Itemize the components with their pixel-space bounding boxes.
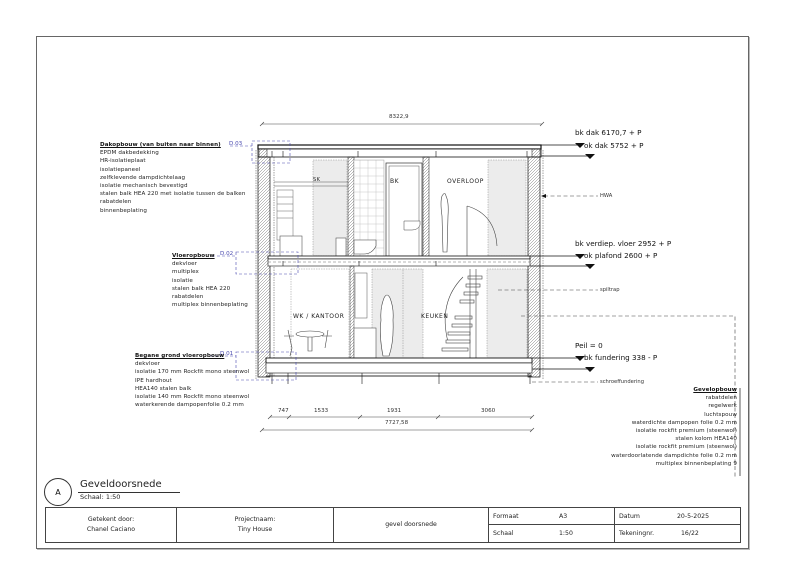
dimension-2: 1533 xyxy=(314,408,329,414)
drawn-by-value: Chanel Caciano xyxy=(86,526,136,533)
dimension-1: 747 xyxy=(278,408,289,414)
callout-spiltrap: spiltrap xyxy=(600,287,620,293)
note-item: IPE hardhout xyxy=(135,377,172,384)
level-ok-dak: ok dak 5752 + P xyxy=(584,141,644,150)
note-item: stalen balk HEA 220 met isolatie tussen de balken xyxy=(100,191,246,198)
note-item: binnenbeplating xyxy=(100,207,148,214)
note-item: isolatie 140 mm Rockfit mono steenwol xyxy=(135,394,250,401)
title-block xyxy=(45,507,741,543)
note-item: stalen balk HEA 220 xyxy=(172,285,231,292)
note-item: stalen kolom HEA140 xyxy=(675,436,737,443)
dimension-3: 1931 xyxy=(387,408,402,414)
note-begane-grond-title: Begane grond vloeropbouw xyxy=(135,353,225,359)
note-vloeropbouw xyxy=(172,252,248,309)
note-item: regelwerk xyxy=(708,403,737,410)
title-block-format-scale xyxy=(489,508,615,542)
note-item: EPDM dakbedekking xyxy=(100,150,159,157)
drawing-name-value: gevel doorsnede xyxy=(385,521,437,528)
detail-tag-d01[interactable]: D.01 xyxy=(220,351,234,357)
room-label-keuken: KEUKEN xyxy=(421,313,449,320)
room-label-overloop: OVERLOOP xyxy=(447,178,484,185)
section-marker: A xyxy=(44,478,72,506)
note-item: waterdichte dampopen folie 0.2 mm xyxy=(631,419,737,426)
project-label: Projectnaam: xyxy=(234,516,276,523)
detail-tag-d03[interactable]: D.03 xyxy=(229,141,243,147)
note-item: waterkerende dampopenfolie 0.2 mm xyxy=(135,402,244,409)
title-block-date-sheet xyxy=(615,508,740,542)
level-bk-verdiep-vloer: bk verdiep. vloer 2952 + P xyxy=(575,239,672,248)
format-value: A3 xyxy=(559,513,568,520)
callout-schroeffundering: schroeffundering xyxy=(600,379,645,385)
note-item: isolatie xyxy=(172,277,193,284)
top-dimension: 8322,9 xyxy=(389,114,409,120)
note-item: isolatie rockfit premium (steenwol) xyxy=(635,444,737,451)
date-label: Datum xyxy=(619,513,640,520)
note-begane-grond-vloeropbouw xyxy=(135,352,249,409)
note-gevelopbouw-title: Gevelopbouw xyxy=(693,387,737,393)
format-label: Formaat xyxy=(493,513,519,520)
project-value: Tiny House xyxy=(237,526,273,533)
note-gevelopbouw xyxy=(611,386,737,468)
callout-hwa: HWA xyxy=(600,193,613,199)
dimension-4: 3060 xyxy=(481,408,496,414)
note-item: dekvloer xyxy=(135,361,161,368)
note-item: rabatdelen xyxy=(172,294,204,301)
note-item: isolatie mechanisch bevestigd xyxy=(100,183,188,190)
note-item: zelfklevende dampdichtelaag xyxy=(100,174,186,181)
note-item: dekvloer xyxy=(172,261,198,268)
note-item: rabatdelen xyxy=(100,199,132,206)
title-block-drawn-by xyxy=(46,508,177,542)
title-block-drawing-name xyxy=(334,508,489,542)
level-bk-fundering: bk fundering 338 - P xyxy=(584,353,658,362)
note-item: multiplex binnenbeplating 9 xyxy=(655,460,737,467)
scale-label: Schaal xyxy=(493,530,514,537)
sheet-scale: Schaal: 1:50 xyxy=(80,493,121,501)
note-dakopbouw xyxy=(100,141,245,215)
dimension-total: 7727,58 xyxy=(385,420,409,426)
sheet-no-label: Tekeningnr. xyxy=(619,530,655,537)
note-item: luchtspouw xyxy=(704,411,737,418)
note-item: isolatie 170 mm Rockfit mono steenwol xyxy=(135,369,250,376)
note-item: rabatdelen xyxy=(705,395,737,402)
note-item: multiplex binnenbeplating xyxy=(172,302,248,309)
room-label-sk: SK xyxy=(313,177,321,183)
scale-value: 1:50 xyxy=(559,530,573,537)
date-value: 20-5-2025 xyxy=(677,513,710,520)
room-label-wk-kantoor: WK / KANTOOR xyxy=(293,313,345,320)
note-vloeropbouw-title: Vloeropbouw xyxy=(172,253,215,259)
drawn-by-label: Getekent door: xyxy=(87,516,135,523)
note-item: HR-isolatieplaat xyxy=(100,158,146,165)
note-item: waterdoorlatende dampdichte folie 0.2 mm xyxy=(611,452,737,459)
note-item: isolatiepaneel xyxy=(100,166,141,173)
sheet-title: Geveldoorsnede xyxy=(80,479,162,490)
level-peil: Peil = 0 xyxy=(575,341,603,350)
level-ok-plafond: ok plafond 2600 + P xyxy=(584,251,658,260)
level-bk-dak: bk dak 6170,7 + P xyxy=(575,128,642,137)
note-item: multiplex xyxy=(172,269,199,276)
detail-tag-d02[interactable]: D.02 xyxy=(220,251,234,257)
note-dakopbouw-title: Dakopbouw (van buiten naar binnen) xyxy=(100,142,221,148)
note-item: isolatie rockfit premium (steenwol) xyxy=(635,428,737,435)
title-block-project xyxy=(177,508,334,542)
sheet-no-value: 16/22 xyxy=(681,530,699,537)
note-item: HEA140 stalen balk xyxy=(135,385,192,392)
room-label-bk: BK xyxy=(390,178,400,185)
